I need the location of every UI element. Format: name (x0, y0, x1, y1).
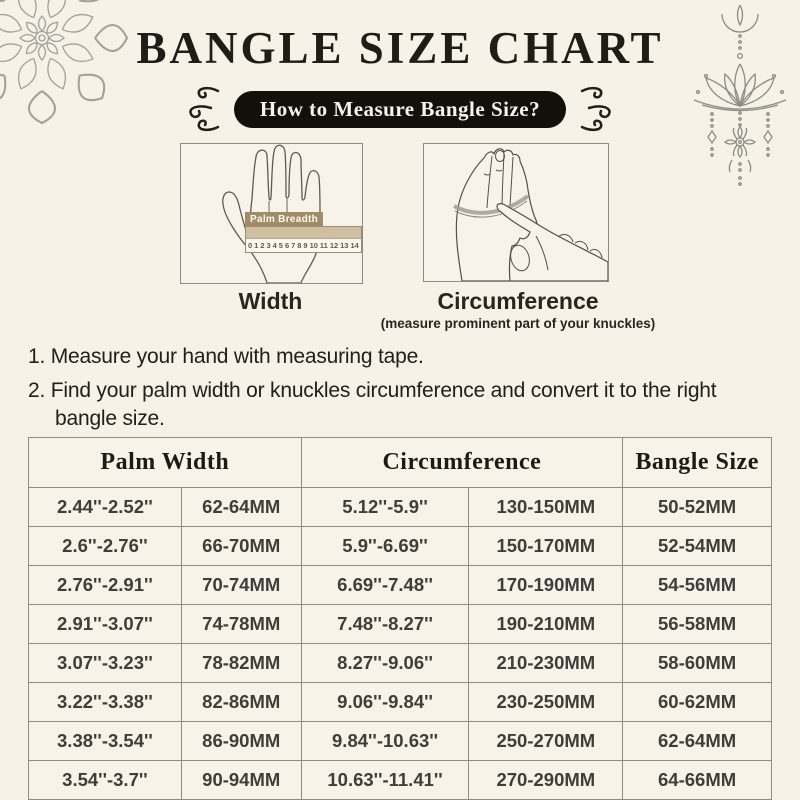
table-cell: 3.38''-3.54'' (29, 722, 182, 761)
table-cell: 5.9''-6.69'' (301, 527, 469, 566)
ruler-number: 14 (350, 241, 359, 250)
hand-circumference-illustration (424, 144, 608, 281)
table-cell: 190-210MM (469, 605, 623, 644)
page-title: BANGLE SIZE CHART (136, 23, 664, 73)
table-cell: 2.91''-3.07'' (29, 605, 182, 644)
table-cell: 90-94MM (181, 761, 301, 800)
table-row (29, 722, 772, 761)
table-cell: 2.76''-2.91'' (29, 566, 182, 605)
table-cell: 8.27''-9.06'' (301, 644, 469, 683)
ruler-number: 0 (248, 241, 253, 250)
how-to-measure-banner: How to Measure Bangle Size? (234, 91, 566, 128)
ruler-number: 4 (272, 241, 277, 250)
ruler-number: 2 (260, 241, 265, 250)
circumference-note: (measure prominent part of your knuckles) (380, 316, 656, 331)
ruler-number: 8 (297, 241, 302, 250)
ruler-number: 3 (266, 241, 271, 250)
ruler-ticks (246, 227, 361, 238)
table-cell: 6.69''-7.48'' (301, 566, 469, 605)
size-table (28, 437, 772, 800)
ruler-number: 6 (284, 241, 290, 250)
hand-circumference-illustration-box (423, 143, 609, 282)
table-cell: 58-60MM (623, 644, 772, 683)
how-to-measure-banner-row (0, 84, 800, 134)
size-table-body (29, 488, 772, 800)
table-cell: 150-170MM (469, 527, 623, 566)
table-cell: 250-270MM (469, 722, 623, 761)
table-cell: 130-150MM (469, 488, 623, 527)
instruction-step-2: 2. Find your palm width or knuckles circumference and convert it to the right bangle size. (28, 379, 717, 430)
header-bangle-size: Bangle Size (623, 438, 772, 488)
table-cell: 62-64MM (623, 722, 772, 761)
table-row (29, 683, 772, 722)
table-row (29, 761, 772, 800)
table-cell: 230-250MM (469, 683, 623, 722)
table-cell: 9.84''-10.63'' (301, 722, 469, 761)
ruler-number: 5 (278, 241, 283, 250)
circumference-caption-block (368, 288, 668, 331)
table-cell: 210-230MM (469, 644, 623, 683)
ruler-number: 11 (319, 241, 328, 250)
size-table-head (29, 438, 772, 488)
table-cell: 78-82MM (181, 644, 301, 683)
ruler-numbers (246, 238, 361, 252)
table-cell: 10.63''-11.41'' (301, 761, 469, 800)
table-cell: 9.06''-9.84'' (301, 683, 469, 722)
table-cell: 2.6''-2.76'' (29, 527, 182, 566)
ruler-number: 12 (329, 241, 339, 250)
circumference-caption: Circumference (437, 288, 599, 314)
ruler-number: 9 (303, 241, 308, 250)
table-cell: 66-70MM (181, 527, 301, 566)
table-cell: 50-52MM (623, 488, 772, 527)
ruler (245, 226, 362, 253)
ruler-number: 10 (309, 241, 318, 250)
width-caption: Width (238, 288, 303, 314)
table-cell: 7.48''-8.27'' (301, 605, 469, 644)
table-cell: 64-66MM (623, 761, 772, 800)
flourish-left-icon (184, 84, 222, 134)
ruler-number: 7 (291, 241, 296, 250)
table-cell: 56-58MM (623, 605, 772, 644)
hand-width-illustration-box (180, 143, 363, 284)
header-palm-width: Palm Width (29, 438, 302, 488)
ruler-number: 1 (254, 241, 259, 250)
table-cell: 82-86MM (181, 683, 301, 722)
table-cell: 5.12''-5.9'' (301, 488, 469, 527)
table-cell: 62-64MM (181, 488, 301, 527)
instructions (28, 343, 768, 439)
header-circumference: Circumference (301, 438, 623, 488)
table-cell: 70-74MM (181, 566, 301, 605)
table-cell: 3.54''-3.7'' (29, 761, 182, 800)
table-header-row (29, 438, 772, 488)
instruction-step-1: 1. Measure your hand with measuring tape. (28, 345, 424, 368)
table-row (29, 488, 772, 527)
palm-breadth-label: Palm Breadth (245, 212, 323, 227)
flourish-right-icon (578, 84, 616, 134)
table-cell: 74-78MM (181, 605, 301, 644)
table-row (29, 566, 772, 605)
table-cell: 54-56MM (623, 566, 772, 605)
table-cell: 86-90MM (181, 722, 301, 761)
table-row (29, 605, 772, 644)
table-cell: 170-190MM (469, 566, 623, 605)
ruler-number: 13 (340, 241, 349, 250)
table-row (29, 644, 772, 683)
table-cell: 60-62MM (623, 683, 772, 722)
table-cell: 2.44''-2.52'' (29, 488, 182, 527)
table-cell: 3.22''-3.38'' (29, 683, 182, 722)
table-cell: 52-54MM (623, 527, 772, 566)
table-cell: 270-290MM (469, 761, 623, 800)
table-cell: 3.07''-3.23'' (29, 644, 182, 683)
table-row (29, 527, 772, 566)
